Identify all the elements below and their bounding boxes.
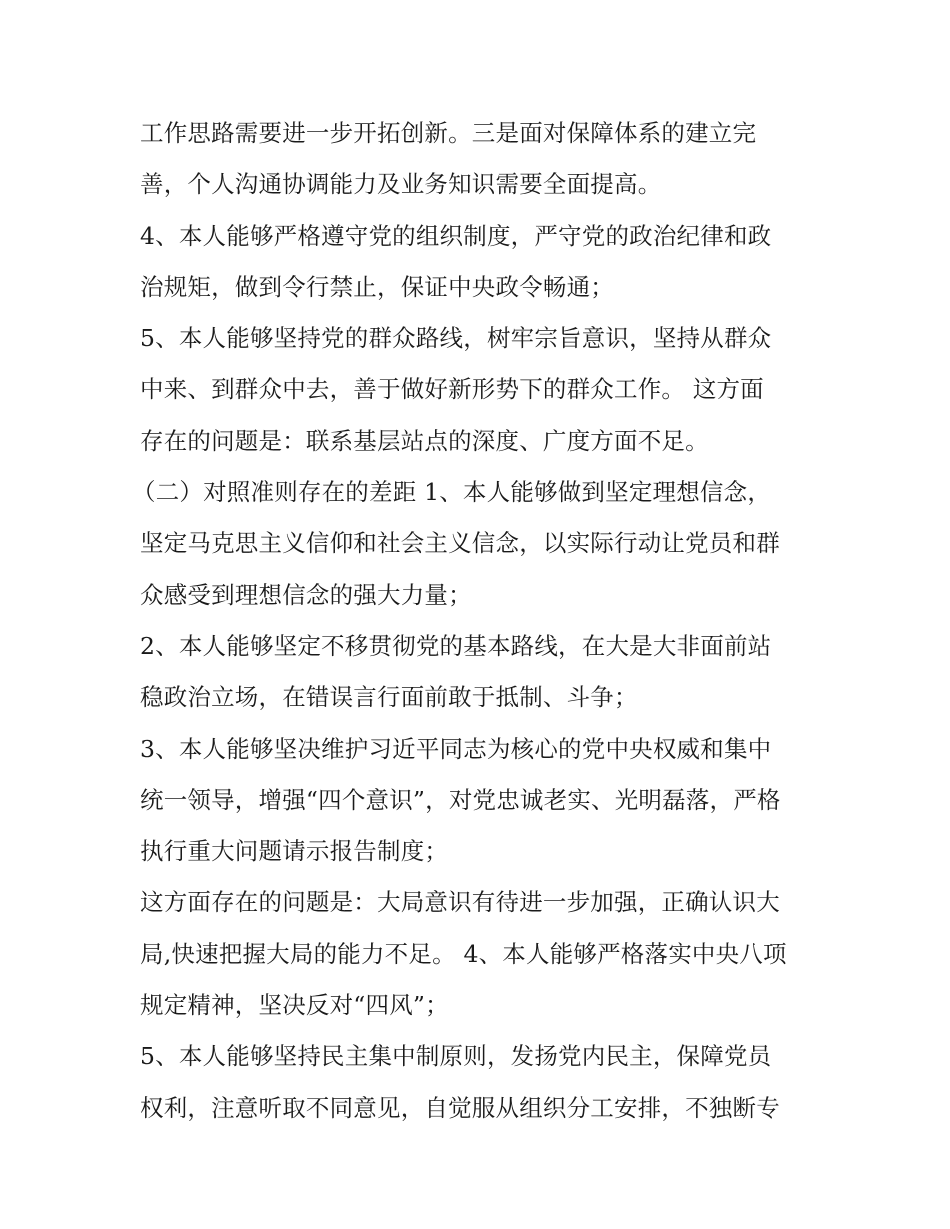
text-line: 坚定马克思主义信仰和社会主义信念，以实际行动让党员和群 [140,529,780,558]
body-text [132,108,830,1134]
text-line: 5、本人能够坚持民主集中制原则，发扬党内民主，保障党员 [140,1042,772,1071]
text-line: 2、本人能够坚定不移贯彻党的基本路线，在大是大非面前站 [140,631,772,660]
text-line: 4、本人能够严格遵守党的组织制度，严守党的政治纪律和政 [140,221,772,250]
text-line: 稳政治立场，在错误言行面前敢于抵制、斗争； [140,683,638,712]
text-line: 善，个人沟通协调能力及业务知识需要全面提高。 [140,170,662,199]
text-line: 众感受到理想信念的强大力量； [140,580,472,609]
text-line: 规定精神，坚决反对“四风”； [140,991,449,1020]
text-line: 权利，注意听取不同意见，自觉服从组织分工安排，不独断专 [140,1093,780,1122]
text-line: 这方面存在的问题是：大局意识有待进一步加强，正确认识大 [140,888,780,917]
text-line: 执行重大问题请示报告制度； [140,837,449,866]
text-line: 局,快速把握大局的能力不足。 4、本人能够严格落实中央八项 [140,939,787,968]
text-line: 3、本人能够坚决维护习近平同志为核心的党中央权威和集中 [140,734,772,763]
text-line: 中来、到群众中去，善于做好新形势下的群众工作。 这方面 [140,375,764,404]
text-line: 治规矩，做到令行禁止，保证中央政令畅通； [140,272,614,301]
text-line: 5、本人能够坚持党的群众路线，树牢宗旨意识，坚持从群众 [140,324,772,353]
text-line: 统一领导，增强“四个意识”，对党忠诚老实、光明磊落，严格 [140,785,781,814]
text-line: 存在的问题是：联系基层站点的深度、广度方面不足。 [140,426,709,455]
text-line: 工作思路需要进一步开拓创新。三是面对保障体系的建立完 [140,119,757,147]
section-heading-line: （二）对照准则存在的差距 1、本人能够做到坚定理想信念， [132,478,772,507]
